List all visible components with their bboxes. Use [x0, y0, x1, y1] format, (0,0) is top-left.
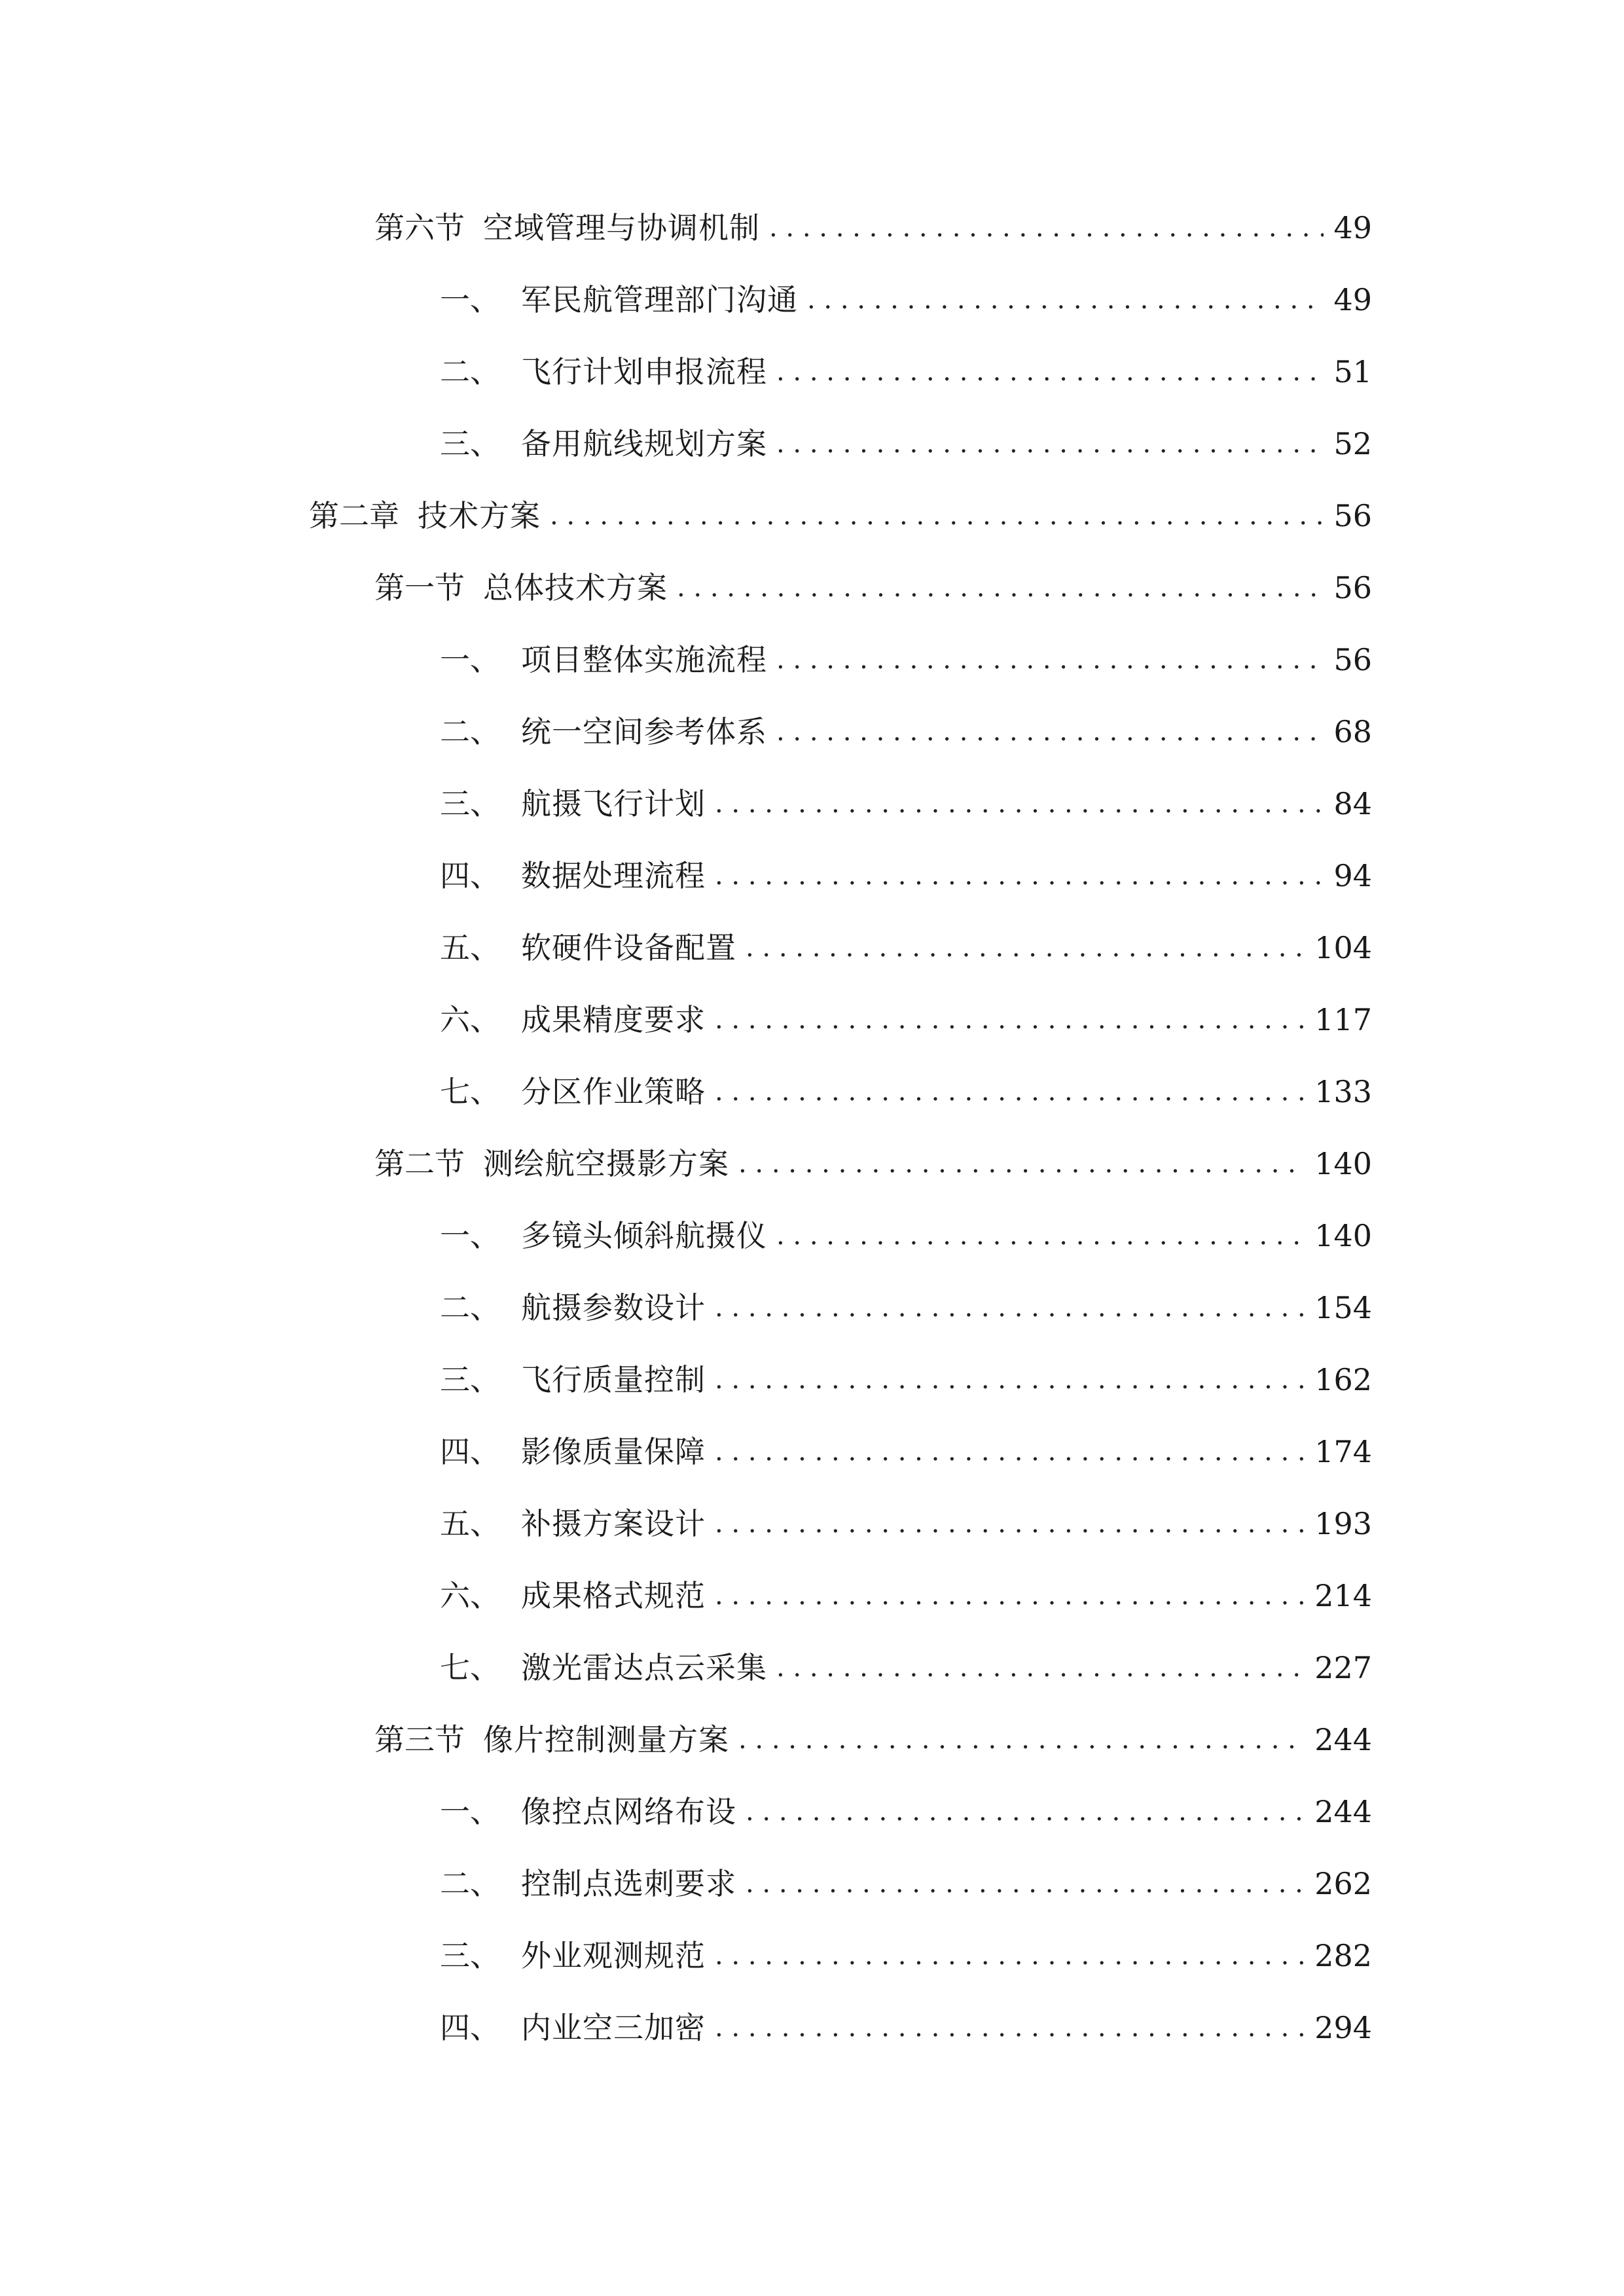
- toc-dot-leader: [738, 1138, 1305, 1190]
- toc-entry-title: 成果精度要求: [521, 1002, 706, 1037]
- toc-dot-leader: [715, 1066, 1305, 1118]
- toc-item-entry[interactable]: [440, 1857, 1372, 1910]
- toc-chapter-entry[interactable]: [309, 490, 1372, 542]
- toc-item-entry[interactable]: [440, 1282, 1372, 1334]
- toc-entry-title: 像控点网络布设: [521, 1794, 736, 1829]
- toc-dot-leader: [715, 850, 1324, 902]
- toc-page-number: 174: [1314, 1434, 1372, 1469]
- toc-entry-title: 内业空三加密: [521, 2010, 706, 2045]
- toc-page-number: 244: [1314, 1722, 1372, 1757]
- toc-dot-leader: [715, 1929, 1305, 1982]
- toc-item-entry[interactable]: [440, 1785, 1372, 1838]
- toc-item-entry[interactable]: [440, 994, 1372, 1046]
- toc-entry-title: 激光雷达点云采集: [521, 1650, 767, 1685]
- toc-dot-leader: [776, 1210, 1305, 1262]
- toc-dot-leader: [776, 1641, 1305, 1694]
- toc-item-entry[interactable]: [440, 1641, 1372, 1694]
- toc-page-number: 52: [1333, 426, 1372, 461]
- toc-dot-leader: [715, 1498, 1305, 1550]
- toc-entry-title: 航摄参数设计: [521, 1290, 706, 1325]
- toc-item-entry[interactable]: [440, 1570, 1372, 1622]
- toc-entry-title: 空域管理与协调机制: [483, 210, 760, 245]
- toc-dot-leader: [715, 994, 1305, 1046]
- toc-entry-number: 一、: [440, 1794, 500, 1829]
- toc-page-number: 68: [1333, 714, 1372, 749]
- toc-entry-number: 六、: [440, 1578, 500, 1613]
- toc-entry-title: 统一空间参考体系: [521, 714, 767, 749]
- toc-dot-leader: [738, 1713, 1305, 1766]
- toc-entry-number: 七、: [440, 1650, 500, 1685]
- toc-item-entry[interactable]: [440, 1929, 1372, 1982]
- toc-dot-leader: [746, 922, 1305, 974]
- toc-entry-title: 成果格式规范: [521, 1578, 706, 1613]
- toc-item-entry[interactable]: [440, 1354, 1372, 1406]
- toc-entry-number: 三、: [440, 786, 500, 821]
- toc-item-entry[interactable]: [440, 1066, 1372, 1118]
- toc-entry-title: 飞行质量控制: [521, 1362, 706, 1397]
- toc-item-entry[interactable]: [440, 1210, 1372, 1262]
- toc-entry-title: 像片控制测量方案: [483, 1722, 729, 1757]
- toc-entry-number: 二、: [440, 714, 500, 749]
- toc-entry-number: 三、: [440, 1362, 500, 1397]
- toc-entry-number: 第六节: [374, 210, 465, 245]
- toc-entry-number: 四、: [440, 1434, 500, 1469]
- toc-dot-leader: [776, 346, 1324, 398]
- toc-entry-number: 一、: [440, 642, 500, 677]
- toc-dot-leader: [715, 1426, 1305, 1478]
- toc-entry-number: 三、: [440, 426, 500, 461]
- toc-item-entry[interactable]: [440, 346, 1372, 398]
- toc-entry-title: 数据处理流程: [521, 858, 706, 893]
- toc-entry-number: 二、: [440, 354, 500, 389]
- toc-entry-number: 四、: [440, 2010, 500, 2045]
- toc-page-number: 154: [1314, 1290, 1372, 1325]
- toc-page-number: 282: [1314, 1938, 1372, 1973]
- toc-item-entry[interactable]: [440, 706, 1372, 758]
- toc-page-number: 140: [1314, 1218, 1372, 1253]
- toc-dot-leader: [550, 490, 1324, 542]
- toc-entry-title: 控制点选刺要求: [521, 1866, 736, 1901]
- toc-dot-leader: [715, 778, 1324, 830]
- toc-item-entry[interactable]: [440, 1426, 1372, 1478]
- toc-page-number: 117: [1314, 1002, 1372, 1037]
- toc-entry-number: 五、: [440, 1506, 500, 1541]
- toc-entry-title: 外业观测规范: [521, 1938, 706, 1973]
- toc-entry-number: 一、: [440, 282, 500, 317]
- toc-entry-title: 测绘航空摄影方案: [483, 1146, 729, 1181]
- toc-dot-leader: [715, 1282, 1305, 1334]
- toc-dot-leader: [715, 2001, 1305, 2054]
- toc-dot-leader: [746, 1857, 1305, 1910]
- toc-item-entry[interactable]: [440, 922, 1372, 974]
- toc-page-number: 49: [1333, 210, 1372, 245]
- toc-page-number: 262: [1314, 1866, 1372, 1901]
- toc-entry-number: 二、: [440, 1290, 500, 1325]
- toc-dot-leader: [715, 1354, 1305, 1406]
- toc-entry-title: 备用航线规划方案: [521, 426, 767, 461]
- toc-entry-title: 分区作业策略: [521, 1074, 706, 1109]
- toc-dot-leader: [715, 1570, 1305, 1622]
- toc-dot-leader: [776, 706, 1324, 758]
- toc-entry-number: 第一节: [374, 570, 465, 605]
- toc-section-entry[interactable]: [374, 1138, 1372, 1190]
- toc-item-entry[interactable]: [440, 634, 1372, 686]
- toc-entry-title: 补摄方案设计: [521, 1506, 706, 1541]
- toc-entry-title: 总体技术方案: [483, 570, 668, 605]
- toc-page-number: 244: [1314, 1794, 1372, 1829]
- toc-dot-leader: [776, 634, 1324, 686]
- toc-page-number: 49: [1333, 282, 1372, 317]
- toc-dot-leader: [746, 1785, 1305, 1838]
- toc-entry-title: 软硬件设备配置: [521, 930, 736, 965]
- toc-entry-title: 多镜头倾斜航摄仪: [521, 1218, 767, 1253]
- toc-page-number: 193: [1314, 1506, 1372, 1541]
- toc-entry-number: 一、: [440, 1218, 500, 1253]
- toc-entry-number: 五、: [440, 930, 500, 965]
- toc-entry-title: 影像质量保障: [521, 1434, 706, 1469]
- toc-page-number: 140: [1314, 1146, 1372, 1181]
- toc-page-number: 84: [1333, 786, 1372, 821]
- toc-dot-leader: [807, 274, 1324, 326]
- toc-section-entry[interactable]: [374, 1713, 1372, 1766]
- toc-page-number: 227: [1314, 1650, 1372, 1685]
- toc-dot-leader: [677, 562, 1324, 614]
- toc-page-number: 162: [1314, 1362, 1372, 1397]
- toc-entry-number: 第二节: [374, 1146, 465, 1181]
- toc-entry-number: 第二章: [309, 498, 399, 533]
- toc-entry-number: 三、: [440, 1938, 500, 1973]
- toc-entry-number: 四、: [440, 858, 500, 893]
- toc-section-entry[interactable]: [374, 202, 1372, 254]
- toc-entry-number: 六、: [440, 1002, 500, 1037]
- toc-dot-leader: [769, 202, 1324, 254]
- toc-section-entry[interactable]: [374, 562, 1372, 614]
- toc-entry-title: 航摄飞行计划: [521, 786, 706, 821]
- toc-item-entry[interactable]: [440, 778, 1372, 830]
- toc-item-entry[interactable]: [440, 418, 1372, 470]
- toc-page-number: 104: [1314, 930, 1372, 965]
- toc-page-number: 214: [1314, 1578, 1372, 1613]
- toc-entry-number: 二、: [440, 1866, 500, 1901]
- toc-entry-title: 飞行计划申报流程: [521, 354, 767, 389]
- toc-page-number: 133: [1314, 1074, 1372, 1109]
- toc-entry-title: 项目整体实施流程: [521, 642, 767, 677]
- toc-item-entry[interactable]: [440, 1498, 1372, 1550]
- toc-page-number: 56: [1333, 570, 1372, 605]
- toc-page-number: 56: [1333, 498, 1372, 533]
- toc-page-number: 294: [1314, 2010, 1372, 2045]
- toc-page-number: 56: [1333, 642, 1372, 677]
- toc-item-entry[interactable]: [440, 274, 1372, 326]
- toc-dot-leader: [776, 418, 1324, 470]
- toc-page-number: 94: [1333, 858, 1372, 893]
- toc-entry-title: 技术方案: [418, 498, 541, 533]
- toc-entry-number: 七、: [440, 1074, 500, 1109]
- toc-item-entry[interactable]: [440, 850, 1372, 902]
- toc-entry-number: 第三节: [374, 1722, 465, 1757]
- toc-entry-title: 军民航管理部门沟通: [521, 282, 798, 317]
- toc-page-number: 51: [1333, 354, 1372, 389]
- toc-item-entry[interactable]: [440, 2001, 1372, 2054]
